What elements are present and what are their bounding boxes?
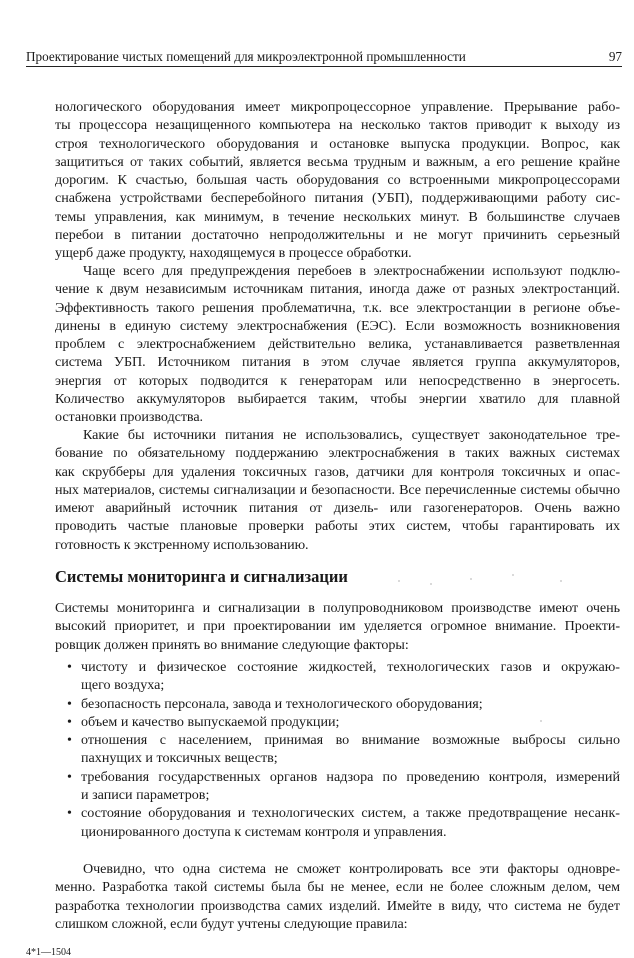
text-line: бование по обязательному поддержанию электроснабжения в таких важных системах [55,445,620,462]
text-line: ты процессора незащищенного компьютера на несколько тактов приводит к выходу из [55,117,620,134]
section-heading: Системы мониторинга и сигнализации [55,567,348,586]
text-line: менно. Разработка такой системы была бы не менее, если не более сложным делом, чем [55,879,620,896]
section-intro-paragraph [55,599,620,654]
text-line: Очевидно, что одна система не сможет контролировать все эти факторы одновре- [83,861,620,877]
text-line: разработка технологии производства самих изделий. Имейте в виду, что система не будет [55,897,620,914]
text-line: отношения с населением, принимая во внимание возможные выбросы сильно [81,732,620,749]
text-line: Какие бы источники питания не использовались, существует законодательное тре- [83,427,620,443]
factors-bullet-list [55,658,620,841]
text-line: чение к двум независимым источникам питания, иногда даже от разных электростанций. [55,281,620,298]
list-item [55,731,620,768]
text-line: дорогим. К счастью, большая часть оборудования со встроенными микропроцессорами [55,172,620,189]
text-line: строя технологического оборудования и остановке выпуска продукции. Вопрос, как [55,135,620,152]
text-line: требования государственных органов надзора по проведению контроля, измерений [81,768,620,785]
text-line: Количество аккумуляторов выбирается таким, чтобы энергии хватило для плавной [55,391,620,408]
running-title: Проектирование чистых помещений для микроэлектронной промышленности [26,49,466,64]
text-line: чистоту и физическое состояние жидкостей, технологических газов и окружаю- [81,659,620,675]
list-item [55,658,620,695]
text-line: высокий приоритет, и при проектировании им уделяется огромное внимание. Проекти- [55,618,620,635]
scan-speck [512,574,514,576]
text-line: пахнущих и токсичных веществ; [81,750,278,767]
text-line: ционированного доступа к системам контроля и управления. [81,823,447,840]
text-line: щего воздуха; [81,677,165,694]
text-line: нологического оборудования имеет микропроцессорное управление. Прерывание рабо- [55,99,620,115]
text-line: Эффективность такого решения проблематична, т.к. все электростанции в регионе объе- [55,299,620,316]
text-line: перебои в питании достаточно непродолжительны и не могут причинить серьезный [55,227,620,244]
bullet-marker: • [67,768,72,785]
scan-speck [398,580,400,582]
bullet-marker: • [67,695,72,712]
text-line: темы управления, как минимум, в течение нескольких минут. В большинстве случаев [55,208,620,225]
text-line: и записи параметров; [81,787,210,804]
text-line: энергия от которых подводится к генераторам или непосредственно в энергосеть. [55,372,620,389]
printer-signature-mark: 4*1—1504 [26,947,71,958]
paragraph-ups-continuation [55,98,620,263]
text-line: ровщик должен принять во внимание следующие факторы: [55,636,409,653]
text-line: ных материалов, системы сигнализации и безопасности. Все перечисленные системы обычно [55,481,620,498]
text-line: безопасность персонала, завода и технологического оборудования; [81,695,483,712]
paragraph-power-sources [55,262,620,427]
text-line: ущерб даже продукту, находящемуся в процессе обработки. [55,245,412,262]
text-line: проводить частые плановые проверки работы этих систем, чтобы гарантировать их [55,518,620,535]
text-line: как скрубберы для удаления токсичных газов, датчики для контроля токсичных и опас- [55,463,620,480]
text-line: защититься от таких событий, является весьма трудным и важным, а его решение крайне [55,153,620,170]
text-line: слишком сложной, если будут учтены следующие правила: [55,915,408,932]
scan-speck [430,583,432,585]
paragraph-system-complexity [55,860,620,933]
scan-speck [560,580,562,582]
page-number: 97 [608,49,622,64]
list-item [55,713,620,731]
text-line: остановки производства. [55,409,204,426]
bullet-marker: • [67,713,72,730]
bullet-marker: • [67,805,72,822]
text-line: проблем с электроснабжением действительно велика, устанавливается разветвленная [55,336,620,353]
text-line: состояние оборудования и технологических систем, а также предотвращение несанк- [81,805,620,822]
bullet-marker: • [67,732,72,749]
text-line: имеют аварийный источник питания от дизель- или газогенераторов. Очень важно [55,500,620,517]
scan-speck [540,720,542,722]
list-item [55,768,620,805]
text-line: снабжена устройствами бесперебойного питания (УБП), поддерживающими работу сис- [55,190,620,207]
paragraph-legal-requirements [55,426,620,554]
text-line: система УБП. Источником питания в этом случае является группа аккумуляторов, [55,354,620,371]
list-item [55,804,620,841]
text-line: динены в единую систему электроснабжения (ЕЭС). Если возможность возникновения [55,317,620,334]
text-line: готовность к экстренному использованию. [55,536,309,553]
bullet-marker: • [67,659,72,675]
text-line: объем и качество выпускаемой продукции; [81,713,340,730]
text-line: Чаще всего для предупреждения перебоев в электроснабжении используют подклю- [83,263,620,279]
header-rule [26,66,622,67]
text-line: Системы мониторинга и сигнализации в полупроводниковом производстве имеют очень [55,600,620,616]
list-item [55,695,620,713]
scan-speck [470,578,472,580]
